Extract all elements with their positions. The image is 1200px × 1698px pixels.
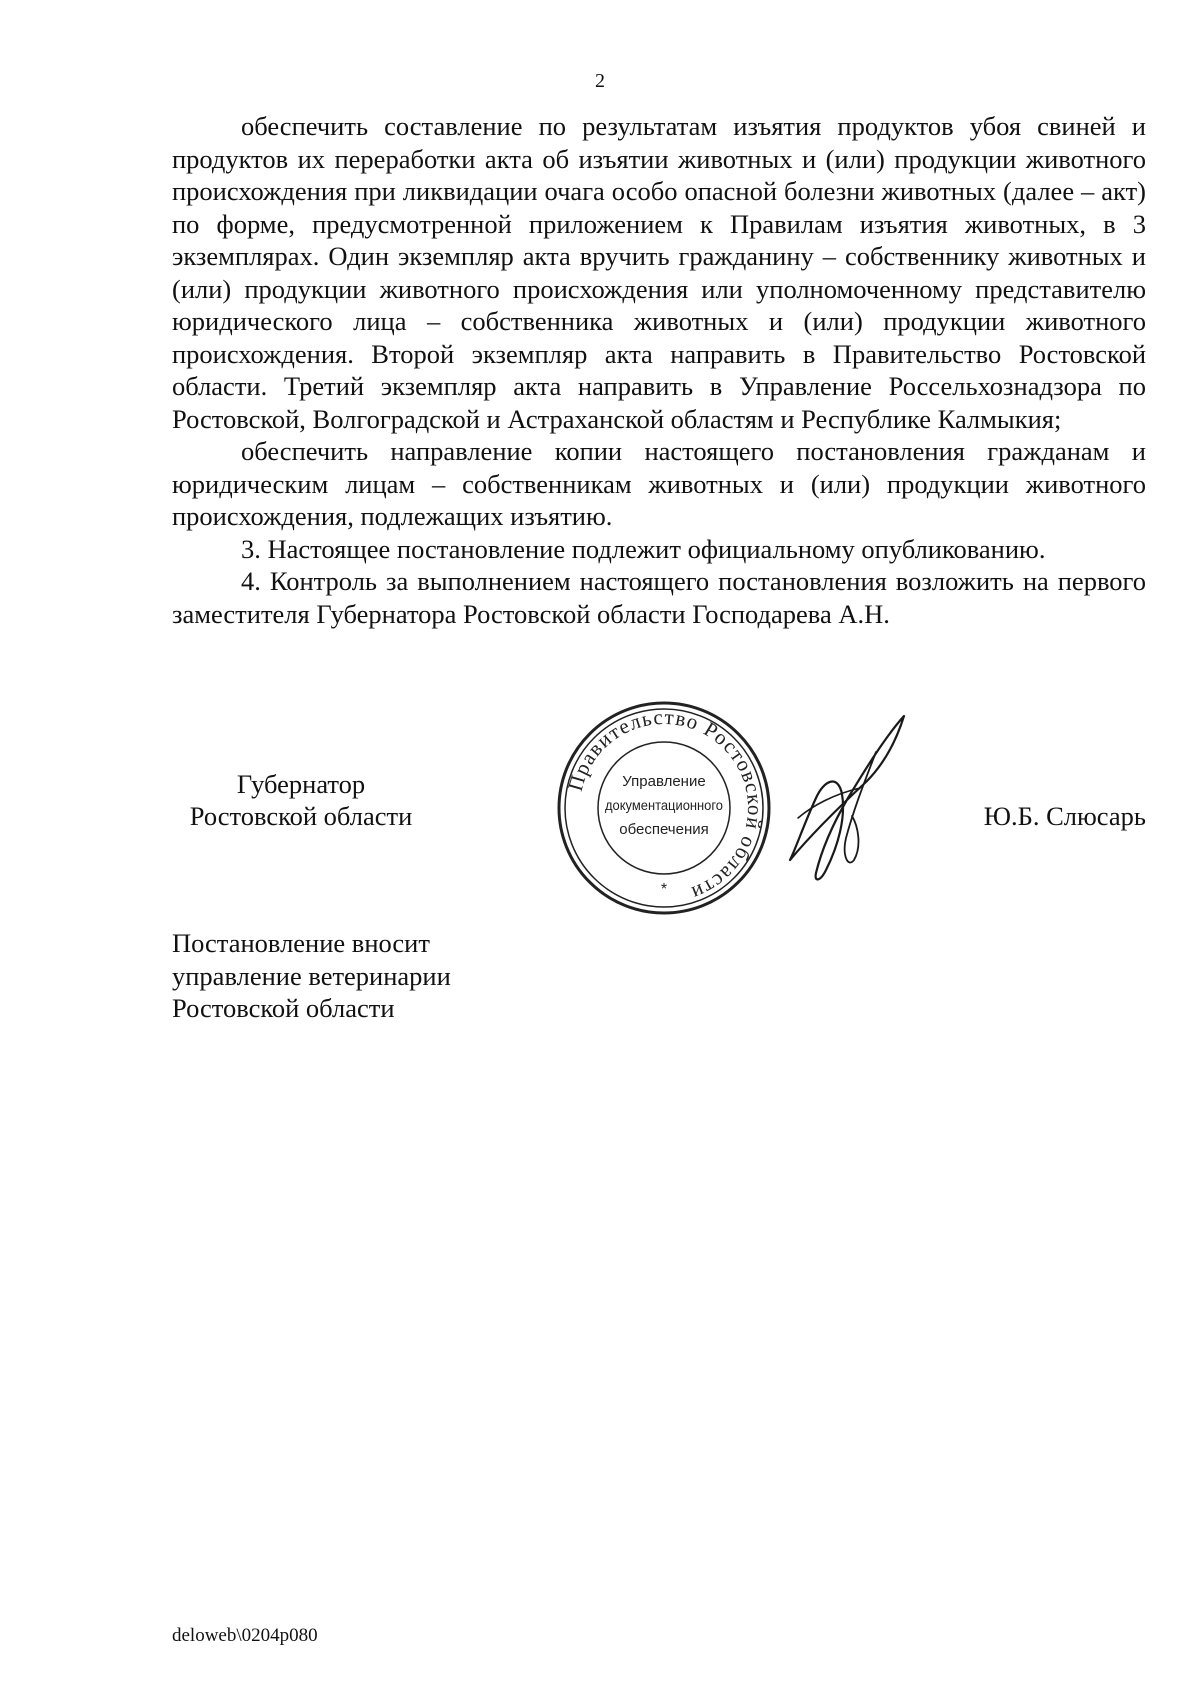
seal-inner-line-3: обеспечения [619, 821, 709, 838]
signer-name: Ю.Б. Слюсарь [983, 801, 1146, 831]
page-number: 2 [595, 70, 605, 92]
seal-inner-line-1: Управление [622, 773, 706, 790]
signature-block [0, 700, 1200, 930]
paragraph-control: 4. Контроль за выполнением настоящего постановления возложить на первого заместителя Губернатора Ростовской области Господарева А.Н. [172, 566, 1146, 629]
seal-star: * [660, 881, 668, 898]
official-seal [556, 700, 772, 916]
submitted-by-line-1: Постановление вносит [172, 928, 430, 958]
paragraph-act-preparation: обеспечить составление по результатам изъятия продуктов убоя свиней и продуктов их переработки акта об изъятии животных и (или) продукции животного происхождения при ликвидации очага особо опасной болезни животных (далее – акт) по форме, предусмотренной приложением к Правилам изъятия животных, в 3 экземплярах. Один экземпляр акта вручить гражданину – собственнику животных и (или) продукции животного происхождения или уполномоченному представителю юридического лица – собственника животных и (или) продукции животного происхождения. Второй экземпляр акта направить в Правительство Ростовской области. Третий экземпляр акта направить в Управление Россельхознадзора по Ростовской, Волгоградской и Астраханской областям и Республике Калмыкия; [172, 111, 1146, 434]
signer-title-line-2: Ростовской области [189, 801, 413, 831]
handwritten-signature [776, 708, 926, 888]
submitted-by-line-2: управление ветеринарии [172, 960, 451, 991]
seal-inner-line-2: документационного [605, 797, 724, 813]
seal-outer-text: Правительство Ростовской области [562, 704, 768, 906]
submitted-by-line-3: Ростовской области [172, 993, 395, 1023]
document-code: deloweb\0204p080 [172, 1625, 318, 1646]
paragraph-publication: 3. Настоящее постановление подлежит официальному опубликованию. [241, 533, 1046, 564]
signer-title [176, 768, 426, 832]
submitted-by [172, 927, 451, 1025]
paragraph-copy-distribution: обеспечить направление копии настоящего постановления гражданам и юридическим лицам – собственникам животных и (или) продукции животного происхождения, подлежащих изъятию. [172, 436, 1146, 531]
document-body [172, 110, 1146, 630]
signer-title-line-1: Губернатор [236, 769, 366, 799]
